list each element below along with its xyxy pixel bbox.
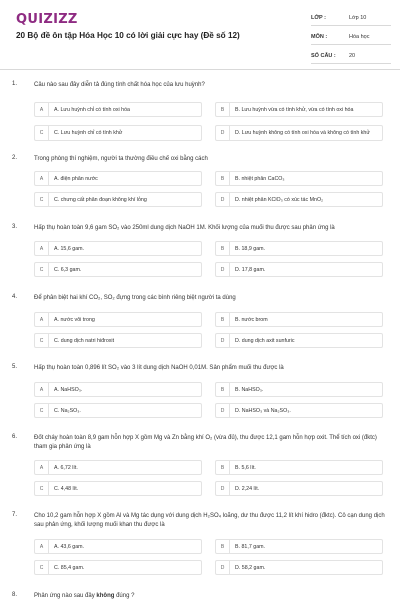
option-b[interactable] (215, 102, 383, 117)
option-d[interactable] (215, 560, 383, 575)
option-letter: B (216, 103, 230, 116)
option-d[interactable] (215, 403, 383, 418)
option-c[interactable] (34, 481, 202, 496)
option-letter: A (35, 540, 49, 553)
option-text: D. NaHSO₃ và Na₂SO₃. (235, 407, 291, 414)
option-text: A. 43,6 gam. (54, 543, 85, 550)
question-number: 1. (12, 81, 18, 87)
meta-label: SỐ CÂU : (311, 52, 336, 59)
option-letter: A (35, 103, 49, 116)
question-text (34, 592, 386, 600)
meta-value: 20 (349, 52, 356, 59)
option-text: D. 58,2 gam. (235, 564, 266, 571)
document-title: 20 Bộ đề ôn tập Hóa Học 10 có lời giải cực hay (Đề số 12) (16, 31, 240, 40)
option-letter: C (35, 334, 49, 347)
option-b[interactable] (215, 241, 383, 256)
meta-label: MÔN : (311, 33, 328, 40)
question-number: 6. (12, 434, 18, 440)
option-text: D. dung dịch axit sunfuric (235, 337, 295, 344)
option-text: D. Lưu huỳnh không có tính oxi hóa và không có tính khử (235, 130, 370, 136)
question-text: Cho 10,2 gam hỗn hợp X gồm Al và Mg tác dụng với dung dịch H₂SO₄ loãng, dư thu được 11,2 lít khí hidro (đktc). Cô cạn dung dịch sau phản ứng, khối lượng muối khan thu được là (34, 513, 385, 528)
meta-row-subject (311, 29, 391, 45)
option-a[interactable] (34, 382, 202, 397)
option-text: A. Lưu huỳnh chỉ có tính oxi hóa (54, 106, 130, 113)
question-number: 4. (12, 294, 18, 300)
option-text: A. nước vôi trong (54, 316, 95, 323)
meta-label: LỚP : (311, 14, 326, 21)
option-letter: A (35, 383, 49, 396)
option-letter: C (35, 404, 49, 417)
option-a[interactable] (34, 102, 202, 117)
question-text: Để phân biệt hai khí CO₂, SO₂ đựng trong các bình riêng biệt người ta dùng (34, 295, 236, 301)
option-letter: B (216, 461, 230, 474)
option-text: B. 18,9 gam. (235, 245, 266, 252)
question-number: 5. (12, 364, 18, 370)
option-letter: D (216, 482, 230, 495)
option-c[interactable] (34, 262, 202, 277)
option-text: D. nhiệt phân KClO₃ có xúc tác MnO₂ (235, 196, 324, 203)
option-d[interactable] (215, 125, 383, 141)
option-letter: D (216, 404, 230, 417)
option-letter: A (35, 242, 49, 255)
option-d[interactable] (215, 262, 383, 277)
question-number: 8. (12, 592, 18, 598)
question-text-part: đúng ? (114, 593, 135, 599)
quizizz-logo: QUIZIZZ (16, 12, 78, 27)
option-text: C. Lưu huỳnh chỉ có tính khử (54, 130, 123, 136)
option-a[interactable] (34, 312, 202, 327)
option-text: C. dung dịch natri hiđroxit (54, 337, 115, 344)
option-letter: D (216, 126, 230, 140)
option-letter: B (216, 242, 230, 255)
option-text: B. nhiệt phân CaCO₃ (235, 175, 285, 182)
option-text: C. 6,3 gam. (54, 266, 82, 273)
meta-info (311, 10, 391, 67)
option-text: C. 4,48 lít. (54, 485, 79, 492)
option-text: D. 17,8 gam. (235, 266, 266, 273)
question-text: Hấp thụ hoàn toàn 9,6 gam SO₂ vào 250ml dung dịch NaOH 1M. Khối lượng của muối thu được sau phản ứng là (34, 225, 335, 231)
question-text: Hấp thụ hoàn toàn 0,896 lít SO₂ vào 3 lít dung dịch NaOH 0,01M. Sản phẩm muối thu được là (34, 365, 284, 371)
option-c[interactable] (34, 560, 202, 575)
option-letter: B (216, 540, 230, 553)
option-letter: D (216, 263, 230, 276)
option-b[interactable] (215, 171, 383, 186)
option-text: A. 6,72 lít. (54, 464, 78, 471)
question-number: 2. (12, 155, 18, 161)
meta-row-class (311, 10, 391, 26)
option-b[interactable] (215, 312, 383, 327)
option-a[interactable] (34, 241, 202, 256)
option-text: C. Na₂SO₃. (54, 407, 81, 414)
question-text: Đốt cháy hoàn toàn 8,9 gam hỗn hợp X gồm Mg và Zn bằng khí O₂ (vừa đủ), thu được 12,1 gam hỗn hợp oxit. Thể tích oxi (đktc) tham gia phản ứng là (34, 435, 377, 450)
question-text: Trong phòng thí nghiệm, người ta thường điều chế oxi bằng cách (34, 156, 208, 162)
option-text: A. điện phân nước (54, 175, 98, 182)
option-text: D. 2,24 lít. (235, 485, 260, 492)
option-b[interactable] (215, 539, 383, 554)
question-text-part: Phản ứng nào sau đây (34, 593, 97, 599)
option-letter: C (35, 561, 49, 574)
option-letter: D (216, 193, 230, 206)
option-c[interactable] (34, 125, 202, 141)
meta-value: Lớp 10 (349, 14, 367, 21)
option-text: B. 81,7 gam. (235, 543, 266, 550)
option-c[interactable] (34, 403, 202, 418)
option-letter: A (35, 461, 49, 474)
option-letter: A (35, 313, 49, 326)
question-number: 7. (12, 512, 18, 518)
option-text: C. chưng cất phân đoạn không khí lỏng (54, 196, 147, 203)
option-letter: C (35, 482, 49, 495)
option-text: B. NaHSO₃. (235, 386, 264, 393)
option-letter: A (35, 172, 49, 185)
option-d[interactable] (215, 192, 383, 207)
option-b[interactable] (215, 460, 383, 475)
option-letter: B (216, 172, 230, 185)
option-c[interactable] (34, 192, 202, 207)
option-text: C. 85,4 gam. (54, 564, 85, 571)
meta-row-count (311, 48, 391, 64)
option-letter: C (35, 193, 49, 206)
option-b[interactable] (215, 382, 383, 397)
option-letter: C (35, 126, 49, 140)
option-letter: D (216, 561, 230, 574)
option-letter: C (35, 263, 49, 276)
option-text: B. Lưu huỳnh vừa có tính khử, vừa có tính oxi hóa (235, 106, 354, 113)
option-text: B. 5,6 lít. (235, 464, 256, 471)
meta-value: Hóa học (349, 33, 370, 40)
option-letter: B (216, 383, 230, 396)
option-c[interactable] (34, 333, 202, 348)
option-d[interactable] (215, 481, 383, 496)
question-number: 3. (12, 224, 18, 230)
option-letter: B (216, 313, 230, 326)
option-d[interactable] (215, 333, 383, 348)
option-a[interactable] (34, 539, 202, 554)
option-text: A. 15,6 gam. (54, 245, 85, 252)
option-a[interactable] (34, 171, 202, 186)
question-text: Câu nào sau đây diễn tả đúng tính chất hóa học của lưu huỳnh? (34, 82, 205, 88)
option-a[interactable] (34, 460, 202, 475)
question-text-emphasis: không (96, 593, 115, 599)
option-text: A. NaHSO₃. (54, 386, 83, 393)
option-letter: D (216, 334, 230, 347)
option-text: B. nước brom (235, 316, 268, 323)
document-header (0, 0, 400, 70)
